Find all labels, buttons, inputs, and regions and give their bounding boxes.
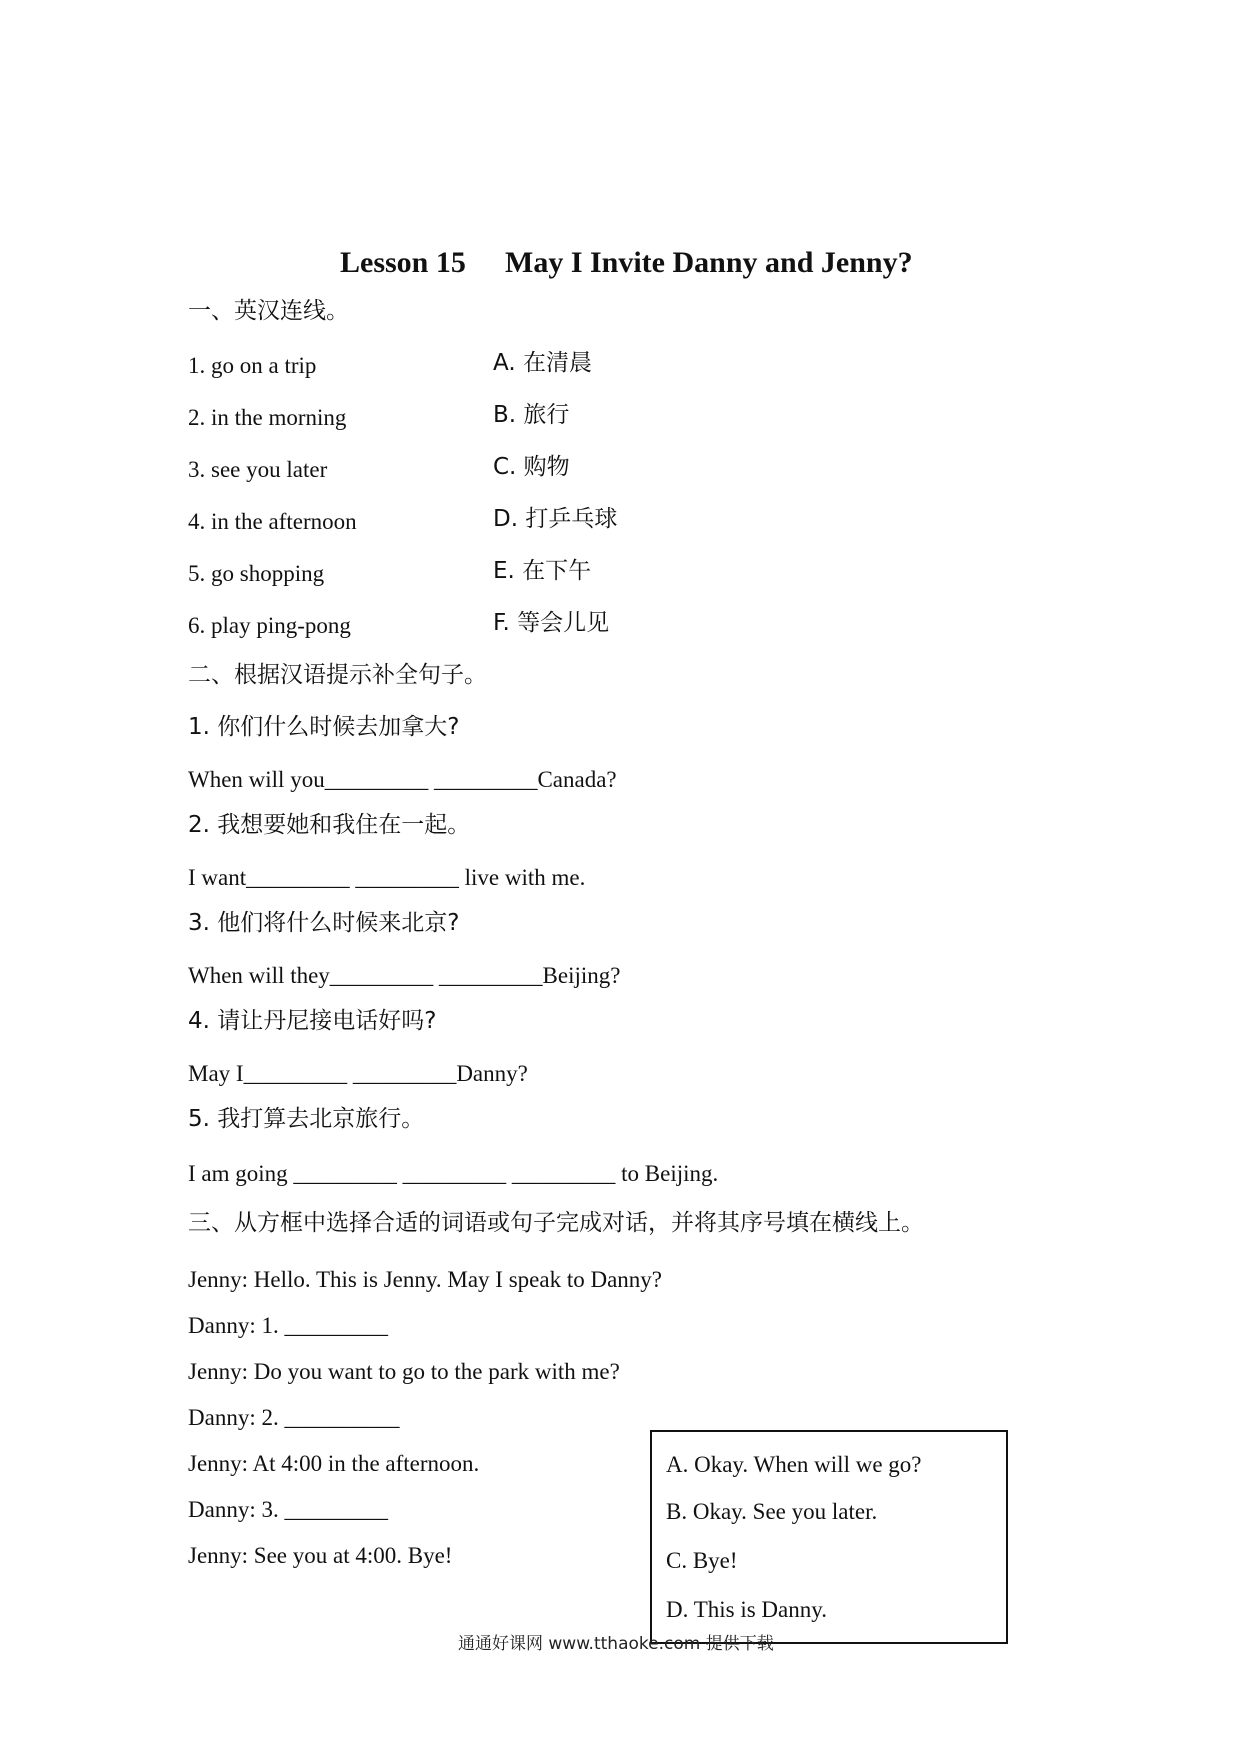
match-right-e: E. 在下午 <box>493 558 592 584</box>
footer-source: 通通好课网 www.tthaoke.com 提供下载 <box>458 1634 774 1654</box>
dialogue-line-3: Jenny: Do you want to go to the park with me? <box>188 1359 620 1384</box>
lesson-title: May I Invite Danny and Jenny? <box>505 246 913 279</box>
match-left-1: 1. go on a trip <box>188 353 317 378</box>
sentence-4-chinese: 4. 请让丹尼接电话好吗? <box>188 1008 437 1034</box>
option-d: D. This is Danny. <box>666 1597 827 1622</box>
option-c: C. Bye! <box>666 1548 738 1573</box>
dialogue-line-1: Jenny: Hello. This is Jenny. May I speak to Danny? <box>188 1267 662 1292</box>
sentence-2-chinese: 2. 我想要她和我住在一起。 <box>188 812 471 838</box>
match-right-b: B. 旅行 <box>493 402 570 428</box>
sentence-2-english: I want_________ _________ live with me. <box>188 865 586 890</box>
match-right-d: D. 打乒乓球 <box>493 506 618 532</box>
match-right-c: C. 购物 <box>493 454 570 480</box>
section3-heading: 三、从方框中选择合适的词语或句子完成对话，并将其序号填在横线上。 <box>188 1210 924 1236</box>
match-left-3: 3. see you later <box>188 457 328 482</box>
dialogue-line-2: Danny: 1. _________ <box>188 1313 388 1338</box>
sentence-1-english: When will you_________ _________Canada? <box>188 767 617 792</box>
sentence-5-english: I am going _________ _________ _________ to Beijing. <box>188 1161 719 1186</box>
section2-heading: 二、根据汉语提示补全句子。 <box>188 662 487 688</box>
sentence-1-chinese: 1. 你们什么时候去加拿大? <box>188 714 460 740</box>
sentence-4-english: May I_________ _________Danny? <box>188 1061 528 1086</box>
dialogue-line-6: Danny: 3. _________ <box>188 1497 388 1522</box>
sentence-3-chinese: 3. 他们将什么时候来北京? <box>188 910 460 936</box>
lesson-number: Lesson 15 <box>340 246 466 279</box>
dialogue-line-5: Jenny: At 4:00 in the afternoon. <box>188 1451 480 1476</box>
sentence-3-english: When will they_________ _________Beijing? <box>188 963 621 988</box>
match-left-5: 5. go shopping <box>188 561 325 586</box>
match-left-6: 6. play ping-pong <box>188 613 351 638</box>
dialogue-line-7: Jenny: See you at 4:00. Bye! <box>188 1543 453 1568</box>
match-right-a: A. 在清晨 <box>493 350 592 376</box>
option-b: B. Okay. See you later. <box>666 1499 878 1524</box>
dialogue-line-4: Danny: 2. __________ <box>188 1405 400 1430</box>
option-a: A. Okay. When will we go? <box>666 1452 922 1477</box>
match-left-4: 4. in the afternoon <box>188 509 357 534</box>
sentence-5-chinese: 5. 我打算去北京旅行。 <box>188 1106 425 1132</box>
match-right-f: F. 等会儿见 <box>493 610 610 636</box>
match-left-2: 2. in the morning <box>188 405 347 430</box>
section1-heading: 一、英汉连线。 <box>188 298 349 324</box>
